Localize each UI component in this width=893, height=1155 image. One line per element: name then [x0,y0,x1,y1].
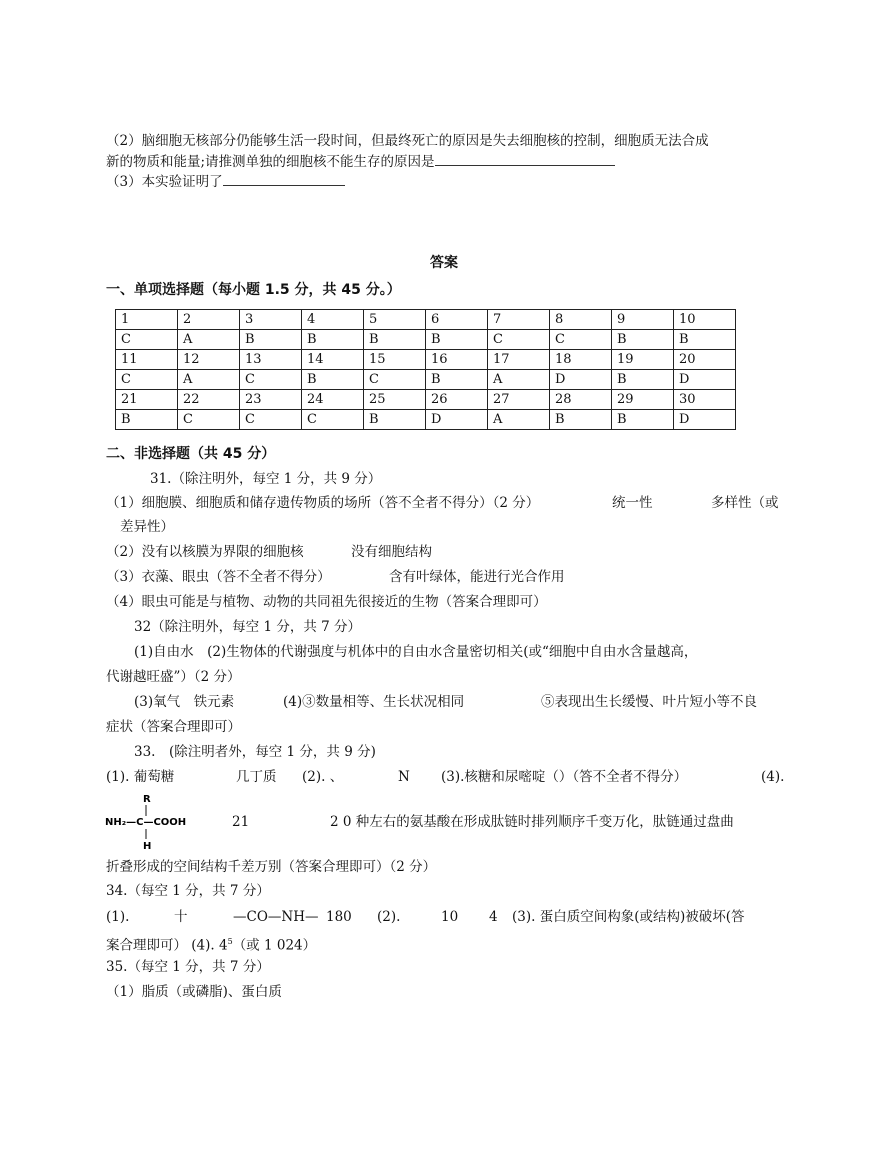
answer-cell: C [178,410,240,430]
q31-answer3: （3）衣藻、眼虫（答不全者不得分） [106,569,331,585]
question-number-row [116,390,736,410]
answer-cell: A [178,370,240,390]
question-part2-text: 新的物质和能量;请推测单独的细胞核不能生存的原因是 [106,154,435,170]
question-number-cell: 17 [488,350,550,370]
question-number-cell: 26 [426,390,488,410]
answer-title: 答案 [430,255,458,271]
question-part3-text: （3）本实验证明了 [106,174,223,190]
q34-line1f: 10 [441,909,459,925]
question-number-cell: 18 [550,350,612,370]
q34-line1d: 180 [326,909,352,925]
q34-line2b: （或 1 024） [232,937,317,954]
q33-line3: 折叠形成的空间结构千差万别（答案合理即可）（2 分） [106,859,437,875]
answer-table [115,309,736,430]
question-number-cell: 6 [426,310,488,330]
question-number-cell: 13 [240,350,302,370]
answer-blank [223,171,345,186]
amino-acid-formula [105,792,205,852]
section1-heading: 一、单项选择题（每小题 1.5 分，共 45 分。） [106,282,401,298]
question-part2-line1: （2）脑细胞无核部分仍能够生活一段时间，但最终死亡的原因是失去细胞核的控制，细胞质无法合成 [106,133,709,149]
question-number-cell: 3 [240,310,302,330]
answer-cell: B [612,330,674,350]
q33-line1d: N [398,769,410,785]
answer-row [116,410,736,430]
answer-cell: D [550,370,612,390]
question-number-cell: 20 [674,350,736,370]
question-number-cell: 21 [116,390,178,410]
q34-line1h: (3). 蛋白质空间构象(或结构)被破坏(答 [512,909,745,925]
q33-line1b: 几丁质 [236,769,277,785]
q35-line1: （1）脂质（或磷脂)、蛋白质 [106,984,282,1000]
answer-cell: A [178,330,240,350]
q31-answer2b: 没有细胞结构 [351,544,432,560]
answer-cell: B [426,330,488,350]
question-number-cell: 8 [550,310,612,330]
question-number-row [116,350,736,370]
q34-line1e: (2). [377,909,401,925]
q34-line1a: (1). [106,909,130,925]
question-number-cell: 29 [612,390,674,410]
question-number-cell: 12 [178,350,240,370]
question-number-cell: 28 [550,390,612,410]
q34-line1g: 4 [489,909,498,925]
question-part3 [106,171,345,192]
q34-line1b: 十 [174,909,188,925]
answer-cell: B [116,410,178,430]
answer-cell: C [488,330,550,350]
formula-main: NH₂—C—COOH [105,817,187,828]
question-number-cell: 15 [364,350,426,370]
q32-line3c: ⑤表现出生长缓慢、叶片短小等不良 [541,694,757,710]
answer-cell: B [240,330,302,350]
answer-cell: B [550,410,612,430]
answer-cell: C [116,330,178,350]
question-number-cell: 11 [116,350,178,370]
question-number-cell: 5 [364,310,426,330]
question-number-cell: 30 [674,390,736,410]
question-number-cell: 7 [488,310,550,330]
q31-answer3b: 含有叶绿体，能进行光合作用 [389,569,565,585]
answer-cell: B [364,410,426,430]
answer-cell: C [302,410,364,430]
answer-row [116,330,736,350]
q33-line2a: 21 [232,814,250,830]
answer-cell: B [674,330,736,350]
q34-line2a: 案合理即可） (4). 4 [106,937,228,954]
question-number-cell: 1 [116,310,178,330]
answer-cell: D [426,410,488,430]
q33-line1a: (1). 葡萄糖 [106,769,175,785]
question-number-cell: 24 [302,390,364,410]
answer-cell: C [116,370,178,390]
q33-line1f: (4). [761,769,785,785]
answer-row [116,370,736,390]
question-number-cell: 27 [488,390,550,410]
question-number-cell: 4 [302,310,364,330]
question-number-cell: 22 [178,390,240,410]
q34-line1c: —CO—NH— [233,909,319,925]
q32-line4: 症状（答案合理即可） [106,719,241,735]
answer-cell: B [302,370,364,390]
q32-line1: (1)自由水 (2)生物体的代谢强度与机体中的自由水含量密切相关(或“细胞中自由水含量越高， [134,644,698,660]
q31-answer1-text: （1）细胞膜、细胞质和储存遗传物质的场所（答不全者不得分）（2 分） [106,495,540,511]
q31-answer1-diversity: 多样性（或 [711,495,779,511]
q31-answer1-cont: 差异性） [120,519,174,535]
question-number-row [116,310,736,330]
question-number-cell: 14 [302,350,364,370]
q33-line2b: 2 0 种左右的氨基酸在形成肽链时排列顺序千变万化，肽链通过盘曲 [330,814,734,830]
answer-blank [435,151,615,166]
formula-r: R [143,794,151,805]
q34-superscript: 5 [227,937,233,946]
q33-line1e: (3).核糖和尿嘧啶（）（答不全者不得分） [441,769,688,785]
answer-cell: C [240,370,302,390]
answer-cell: D [674,370,736,390]
q31-answer4: （4）眼虫可能是与植物、动物的共同祖先很接近的生物（答案合理即可） [106,594,547,610]
q32-line3b: (4)③数量相等、生长状况相同 [283,694,465,710]
question-number-cell: 9 [612,310,674,330]
q31-answer1-unity: 统一性 [612,495,653,511]
q32-line3a: (3)氧气 铁元素 [134,694,235,710]
formula-h: H [143,841,152,852]
q33-header: 33. (除注明者外，每空 1 分，共 9 分) [134,744,376,760]
answer-cell: A [488,410,550,430]
q31-answer2: （2）没有以核膜为界限的细胞核 [106,544,304,560]
answer-cell: C [240,410,302,430]
answer-cell: B [426,370,488,390]
q31-header: 31.（除注明外，每空 1 分，共 9 分） [150,471,382,487]
question-number-cell: 16 [426,350,488,370]
answer-cell: B [612,410,674,430]
answer-cell: C [364,370,426,390]
q33-line1c: (2). 、 [302,769,344,785]
q32-header: 32（除注明外，每空 1 分，共 7 分） [134,619,362,635]
question-number-cell: 23 [240,390,302,410]
q34-header: 34.（每空 1 分，共 7 分） [106,883,270,899]
question-number-cell: 10 [674,310,736,330]
section2-heading: 二、非选择题（共 45 分） [106,446,276,462]
question-number-cell: 25 [364,390,426,410]
q35-header: 35.（每空 1 分，共 7 分） [106,959,270,975]
question-part2-line2 [106,151,615,172]
answer-cell: A [488,370,550,390]
question-number-cell: 2 [178,310,240,330]
q32-line2: 代谢越旺盛”）（2 分） [106,669,241,685]
answer-cell: C [550,330,612,350]
answer-cell: B [302,330,364,350]
question-number-cell: 19 [612,350,674,370]
answer-cell: B [364,330,426,350]
answer-cell: D [674,410,736,430]
q34-line2 [106,932,316,956]
answer-cell: B [612,370,674,390]
